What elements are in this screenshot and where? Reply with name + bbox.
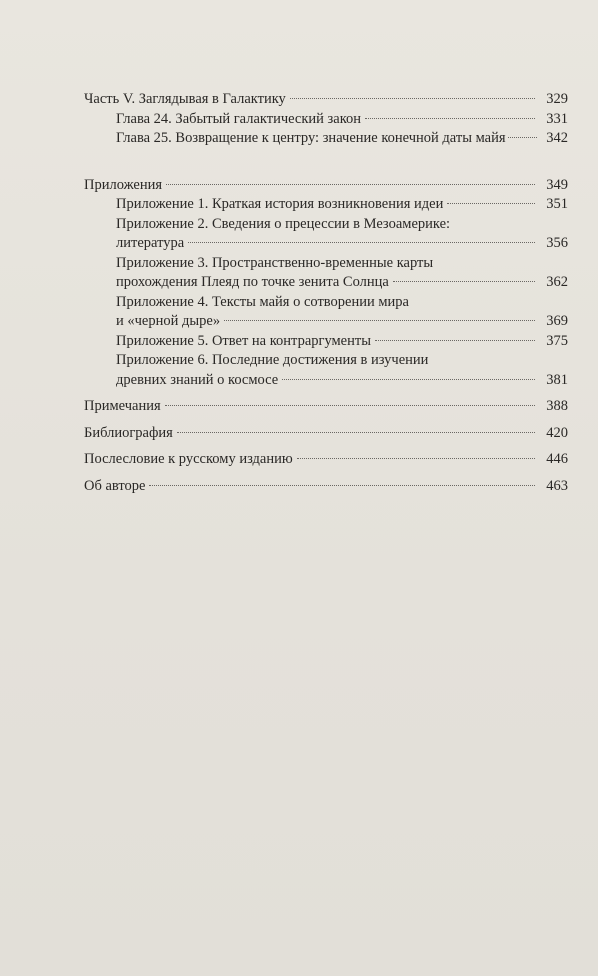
dot-leader xyxy=(166,184,535,185)
toc-page-number: 463 xyxy=(546,477,568,494)
dot-leader xyxy=(393,281,535,282)
table-of-contents xyxy=(84,90,568,496)
section-gap xyxy=(84,390,568,397)
toc-page-number: 356 xyxy=(546,235,568,251)
toc-entry-app4[interactable] xyxy=(84,293,568,332)
dot-leader xyxy=(188,242,535,243)
toc-entry-title-line1: Приложение 2. Сведения о прецессии в Мезоамерике: xyxy=(116,215,451,232)
toc-entry-title: Библиография xyxy=(84,424,173,441)
toc-entry-appendices[interactable] xyxy=(84,176,568,196)
toc-entry-app2[interactable] xyxy=(84,215,568,254)
toc-entry-title-line1: Приложение 3. Пространственно-временные карты xyxy=(116,254,434,271)
toc-entry-afterword[interactable] xyxy=(84,450,568,470)
dot-leader xyxy=(165,405,535,406)
section-gap xyxy=(84,149,568,176)
toc-page-number: 369 xyxy=(546,313,568,329)
dot-leader xyxy=(149,485,535,486)
dot-leader xyxy=(282,379,535,380)
dot-leader xyxy=(365,118,535,119)
toc-entry-title-line2: и «черной дыре» xyxy=(116,313,221,329)
section-gap xyxy=(84,417,568,424)
toc-page-number: 331 xyxy=(546,110,568,127)
toc-entry-bibliography[interactable] xyxy=(84,424,568,444)
toc-entry-title: Глава 24. Забытый галактический закон xyxy=(116,110,362,127)
toc-entry-title: Глава 25. Возвращение к центру: значение конечной даты майя xyxy=(116,130,506,146)
toc-entry-app6[interactable] xyxy=(84,351,568,390)
toc-entry-app3[interactable] xyxy=(84,254,568,293)
dot-leader xyxy=(290,98,535,99)
toc-page-number: 351 xyxy=(546,196,568,212)
toc-entry-ch25[interactable] xyxy=(84,129,568,149)
toc-entry-title-line2: древних знаний о космосе xyxy=(116,371,279,388)
toc-entry-title-line2: литература xyxy=(116,235,185,251)
toc-entry-title-line1: Приложение 4. Тексты майя о сотворении мира xyxy=(116,293,409,310)
section-gap xyxy=(84,443,568,450)
toc-page-number: 342 xyxy=(546,130,568,146)
toc-entry-part5[interactable] xyxy=(84,90,568,110)
toc-entry-title: Приложение 5. Ответ на контраргументы xyxy=(116,332,371,349)
dot-leader xyxy=(508,137,537,138)
toc-entry-title: Об авторе xyxy=(84,477,146,494)
toc-entry-title-line1: Приложение 6. Последние достижения в изучении xyxy=(116,352,429,368)
toc-entry-title: Примечания xyxy=(84,398,161,414)
toc-page-number: 446 xyxy=(546,451,568,467)
toc-entry-about-author[interactable] xyxy=(84,477,568,497)
section-gap xyxy=(84,470,568,477)
toc-entry-notes[interactable] xyxy=(84,397,568,417)
toc-entry-title: Приложение 1. Краткая история возникновения идеи xyxy=(116,196,444,212)
toc-entry-title: Часть V. Заглядывая в Галактику xyxy=(84,91,286,107)
dot-leader xyxy=(224,320,535,321)
toc-entry-app5[interactable] xyxy=(84,332,568,352)
dot-leader xyxy=(177,432,535,433)
toc-page-number: 362 xyxy=(546,274,568,290)
dot-leader xyxy=(297,458,535,459)
toc-entry-ch24[interactable] xyxy=(84,110,568,130)
toc-page-number: 388 xyxy=(546,398,568,414)
toc-page-number: 420 xyxy=(546,424,568,441)
toc-entry-app1[interactable] xyxy=(84,195,568,215)
toc-page-number: 349 xyxy=(546,176,568,193)
toc-page-number: 375 xyxy=(546,332,568,349)
toc-entry-title-line2: прохождения Плеяд по точке зенита Солнца xyxy=(116,274,389,290)
toc-page-number: 329 xyxy=(546,91,568,107)
dot-leader xyxy=(447,203,535,204)
toc-entry-title: Приложения xyxy=(84,176,163,193)
dot-leader xyxy=(375,340,535,341)
toc-page-number: 381 xyxy=(546,371,568,388)
toc-entry-title: Послесловие к русскому изданию xyxy=(84,451,293,467)
